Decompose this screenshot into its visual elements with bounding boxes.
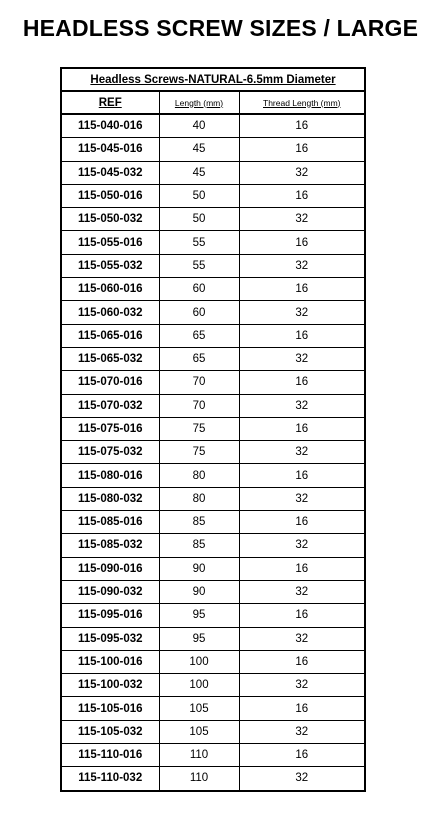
ref-cell: 115-110-016 (61, 744, 159, 767)
thread-length-cell: 32 (239, 534, 365, 557)
thread-length-cell: 16 (239, 650, 365, 673)
screw-size-table (60, 67, 366, 792)
thread-length-cell: 16 (239, 604, 365, 627)
thread-length-cell: 16 (239, 138, 365, 161)
table-row (61, 580, 365, 603)
length-cell: 100 (159, 650, 239, 673)
ref-cell: 115-075-032 (61, 441, 159, 464)
thread-length-cell: 16 (239, 324, 365, 347)
table-row (61, 394, 365, 417)
thread-length-cell: 32 (239, 674, 365, 697)
thread-length-cell: 16 (239, 114, 365, 138)
table-row (61, 301, 365, 324)
ref-cell: 115-045-016 (61, 138, 159, 161)
table-row (61, 417, 365, 440)
length-cell: 95 (159, 604, 239, 627)
table-row (61, 511, 365, 534)
table-row (61, 138, 365, 161)
table-header-row (61, 91, 365, 114)
ref-cell: 115-075-016 (61, 417, 159, 440)
length-cell: 105 (159, 720, 239, 743)
length-cell: 75 (159, 417, 239, 440)
ref-cell: 115-065-032 (61, 347, 159, 370)
thread-length-cell: 32 (239, 720, 365, 743)
length-cell: 60 (159, 278, 239, 301)
ref-cell: 115-060-016 (61, 278, 159, 301)
thread-length-cell: 32 (239, 347, 365, 370)
length-cell: 110 (159, 767, 239, 791)
table-row (61, 254, 365, 277)
ref-cell: 115-040-016 (61, 114, 159, 138)
column-header-length: Length (mm) (159, 91, 239, 114)
thread-length-cell: 16 (239, 744, 365, 767)
thread-length-cell: 16 (239, 464, 365, 487)
table-row (61, 744, 365, 767)
ref-cell: 115-055-032 (61, 254, 159, 277)
table-body (61, 114, 365, 791)
thread-length-cell: 32 (239, 394, 365, 417)
thread-length-cell: 16 (239, 184, 365, 207)
table-row (61, 720, 365, 743)
table-row (61, 650, 365, 673)
table-row (61, 114, 365, 138)
length-cell: 75 (159, 441, 239, 464)
page-title: HEADLESS SCREW SIZES / LARGE (22, 15, 419, 41)
table-row (61, 161, 365, 184)
table-row (61, 557, 365, 580)
thread-length-cell: 16 (239, 511, 365, 534)
length-cell: 65 (159, 324, 239, 347)
ref-cell: 115-105-032 (61, 720, 159, 743)
thread-length-cell: 32 (239, 767, 365, 791)
table-row (61, 487, 365, 510)
thread-length-cell: 16 (239, 697, 365, 720)
ref-cell: 115-070-032 (61, 394, 159, 417)
table-row (61, 347, 365, 370)
thread-length-cell: 16 (239, 417, 365, 440)
ref-cell: 115-050-016 (61, 184, 159, 207)
length-cell: 70 (159, 371, 239, 394)
table-row (61, 278, 365, 301)
thread-length-cell: 32 (239, 301, 365, 324)
table-row (61, 674, 365, 697)
thread-length-cell: 32 (239, 441, 365, 464)
ref-cell: 115-045-032 (61, 161, 159, 184)
thread-length-cell: 32 (239, 580, 365, 603)
length-cell: 100 (159, 674, 239, 697)
ref-cell: 115-070-016 (61, 371, 159, 394)
ref-cell: 115-100-032 (61, 674, 159, 697)
length-cell: 50 (159, 208, 239, 231)
column-header-thread-length: Thread Length (mm) (239, 91, 365, 114)
thread-length-cell: 16 (239, 231, 365, 254)
ref-cell: 115-080-016 (61, 464, 159, 487)
thread-length-cell: 16 (239, 557, 365, 580)
ref-cell: 115-090-016 (61, 557, 159, 580)
ref-cell: 115-055-016 (61, 231, 159, 254)
table-row (61, 231, 365, 254)
table-caption: Headless Screws-NATURAL-6.5mm Diameter (61, 68, 365, 91)
length-cell: 90 (159, 557, 239, 580)
length-cell: 55 (159, 254, 239, 277)
table-row (61, 324, 365, 347)
length-cell: 55 (159, 231, 239, 254)
length-cell: 45 (159, 138, 239, 161)
table-row (61, 627, 365, 650)
thread-length-cell: 32 (239, 161, 365, 184)
ref-cell: 115-105-016 (61, 697, 159, 720)
table-row (61, 371, 365, 394)
table-row (61, 534, 365, 557)
ref-cell: 115-085-016 (61, 511, 159, 534)
ref-cell: 115-100-016 (61, 650, 159, 673)
column-header-ref: REF (61, 91, 159, 114)
length-cell: 105 (159, 697, 239, 720)
table-row (61, 604, 365, 627)
ref-cell: 115-090-032 (61, 580, 159, 603)
thread-length-cell: 16 (239, 278, 365, 301)
length-cell: 110 (159, 744, 239, 767)
length-cell: 90 (159, 580, 239, 603)
length-cell: 85 (159, 511, 239, 534)
table-row (61, 208, 365, 231)
length-cell: 80 (159, 464, 239, 487)
table-row (61, 464, 365, 487)
ref-cell: 115-065-016 (61, 324, 159, 347)
ref-cell: 115-050-032 (61, 208, 159, 231)
thread-length-cell: 32 (239, 627, 365, 650)
length-cell: 45 (159, 161, 239, 184)
ref-cell: 115-110-032 (61, 767, 159, 791)
ref-cell: 115-095-016 (61, 604, 159, 627)
table-caption-row (61, 68, 365, 91)
ref-cell: 115-080-032 (61, 487, 159, 510)
length-cell: 50 (159, 184, 239, 207)
thread-length-cell: 32 (239, 254, 365, 277)
length-cell: 95 (159, 627, 239, 650)
thread-length-cell: 16 (239, 371, 365, 394)
length-cell: 70 (159, 394, 239, 417)
length-cell: 40 (159, 114, 239, 138)
table-row (61, 184, 365, 207)
thread-length-cell: 32 (239, 487, 365, 510)
ref-cell: 115-085-032 (61, 534, 159, 557)
length-cell: 65 (159, 347, 239, 370)
length-cell: 85 (159, 534, 239, 557)
thread-length-cell: 32 (239, 208, 365, 231)
length-cell: 80 (159, 487, 239, 510)
length-cell: 60 (159, 301, 239, 324)
ref-cell: 115-095-032 (61, 627, 159, 650)
table-row (61, 441, 365, 464)
table-row (61, 767, 365, 791)
ref-cell: 115-060-032 (61, 301, 159, 324)
table-row (61, 697, 365, 720)
